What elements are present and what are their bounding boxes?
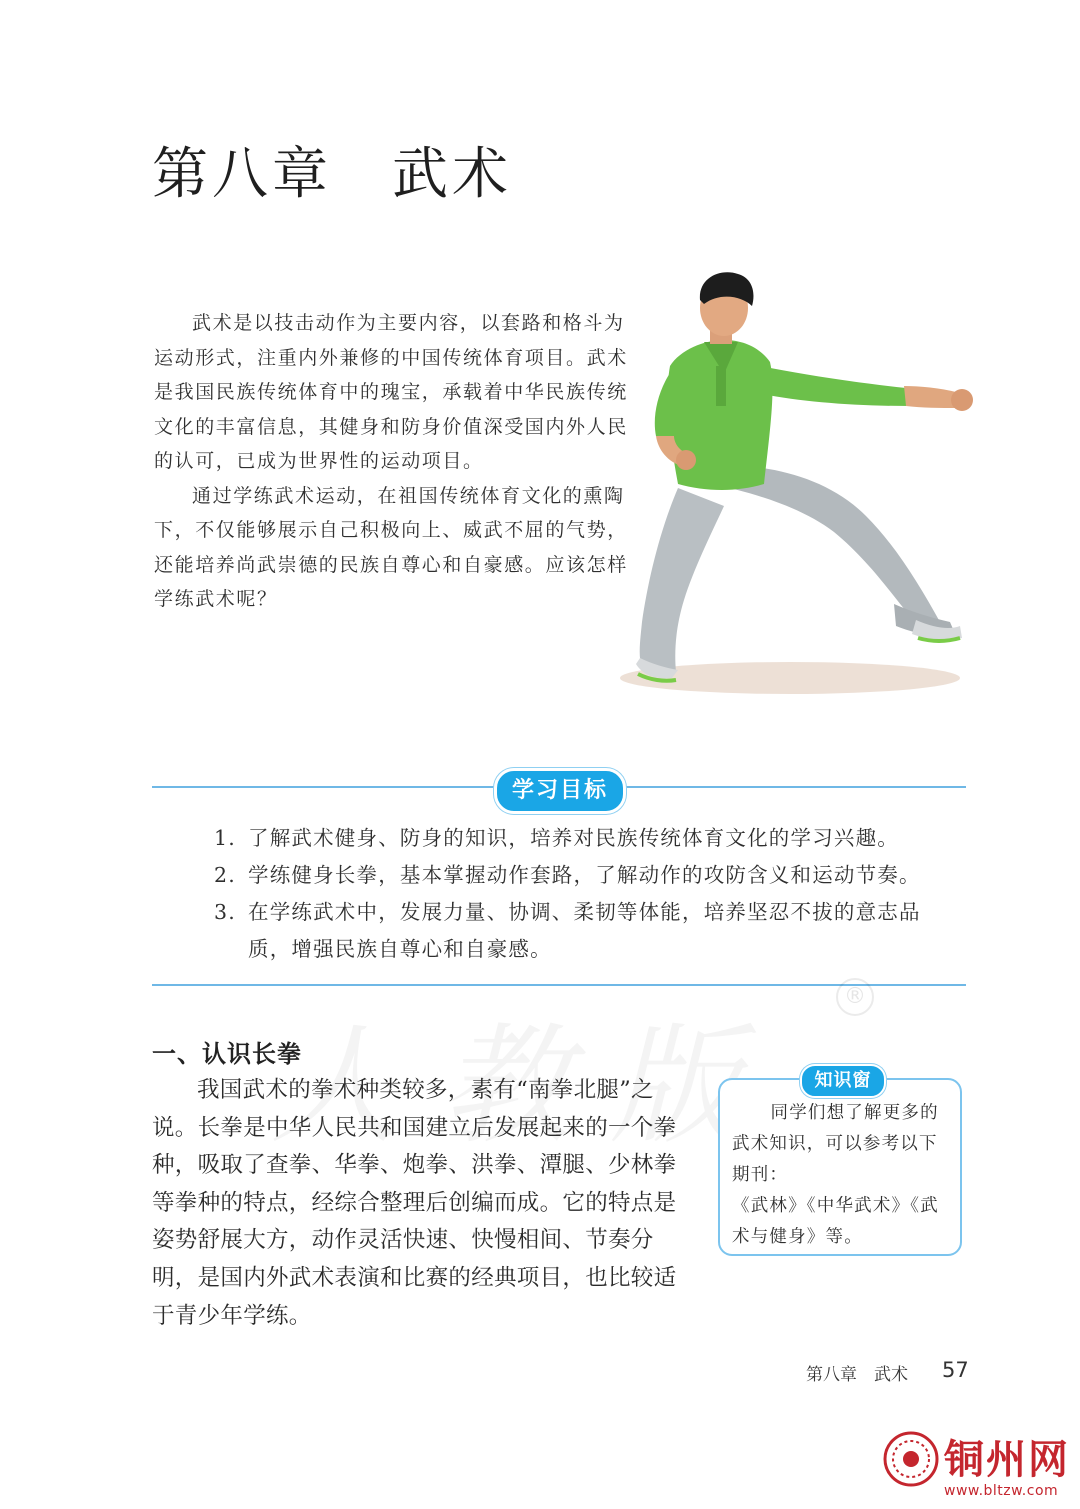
registered-mark-icon: ® <box>836 978 874 1016</box>
section-body <box>152 1072 688 1335</box>
objective-text: 了解武术健身、防身的知识，培养对民族传统体育文化的学习兴趣。 <box>248 826 899 850</box>
objective-number: 1. <box>214 826 236 850</box>
knowledge-window-line-2: 《武林》《中华武术》《武术与健身》等。 <box>732 1196 939 1247</box>
objectives-list <box>214 820 964 968</box>
martial-artist-figure <box>620 270 980 700</box>
page-number: 57 <box>942 1358 969 1382</box>
knowledge-window-text <box>732 1098 954 1253</box>
running-footer-chapter: 第八章 武术 <box>806 1365 908 1385</box>
objective-text: 在学练武术中，发展力量、协调、柔韧等体能，培养坚忍不拔的意志品质，增强民族自尊心和自豪感。 <box>248 900 921 961</box>
objective-item <box>214 894 964 968</box>
intro-text <box>154 306 632 617</box>
intro-paragraph-2: 通过学练武术运动，在祖国传统体育文化的熏陶下，不仅能够展示自己积极向上、威武不屈的气势，还能培养尚武崇德的民族自尊心和自豪感。应该怎样学练武术呢？ <box>154 484 628 610</box>
objective-item <box>214 857 964 894</box>
objective-item <box>214 820 964 857</box>
objective-text: 学练健身长拳，基本掌握动作套路，了解动作的攻防含义和运动节奏。 <box>248 863 921 887</box>
site-seal-icon <box>882 1430 940 1488</box>
objective-number: 3. <box>214 900 236 924</box>
chapter-title: 第八章 武术 <box>152 142 512 207</box>
knowledge-window-badge: 知识窗 <box>800 1064 886 1098</box>
section-heading: 一、认识长拳 <box>152 1040 302 1068</box>
intro-paragraph-1: 武术是以技击动作为主要内容，以套路和格斗为运动形式，注重内外兼修的中国传统体育项目。武术是我国民族传统体育中的瑰宝，承载着中华民族传统文化的丰富信息，其健身和防身价值深受国内外人民的认可，已成为世界性的运动项目。 <box>154 312 628 472</box>
site-url: www.bltzw.com <box>944 1483 1059 1499</box>
knowledge-window-line-1: 同学们想了解更多的武术知识，可以参考以下期刊： <box>732 1103 939 1185</box>
objective-number: 2. <box>214 863 236 887</box>
site-name: 铜州网 <box>944 1436 1070 1483</box>
objectives-badge: 学习目标 <box>494 768 626 814</box>
section-paragraph: 我国武术的拳术种类较多，素有“南拳北腿”之说。长拳是中华人民共和国建立后发展起来的一个拳种，吸取了查拳、华拳、炮拳、洪拳、潭腿、少林拳等拳种的特点，经综合整理后创编而成。它的特点是姿势舒展大方，动作灵活快速、快慢相间、节奏分明，是国内外武术表演和比赛的经典项目，也比较适于青少年学练。 <box>152 1077 677 1329</box>
